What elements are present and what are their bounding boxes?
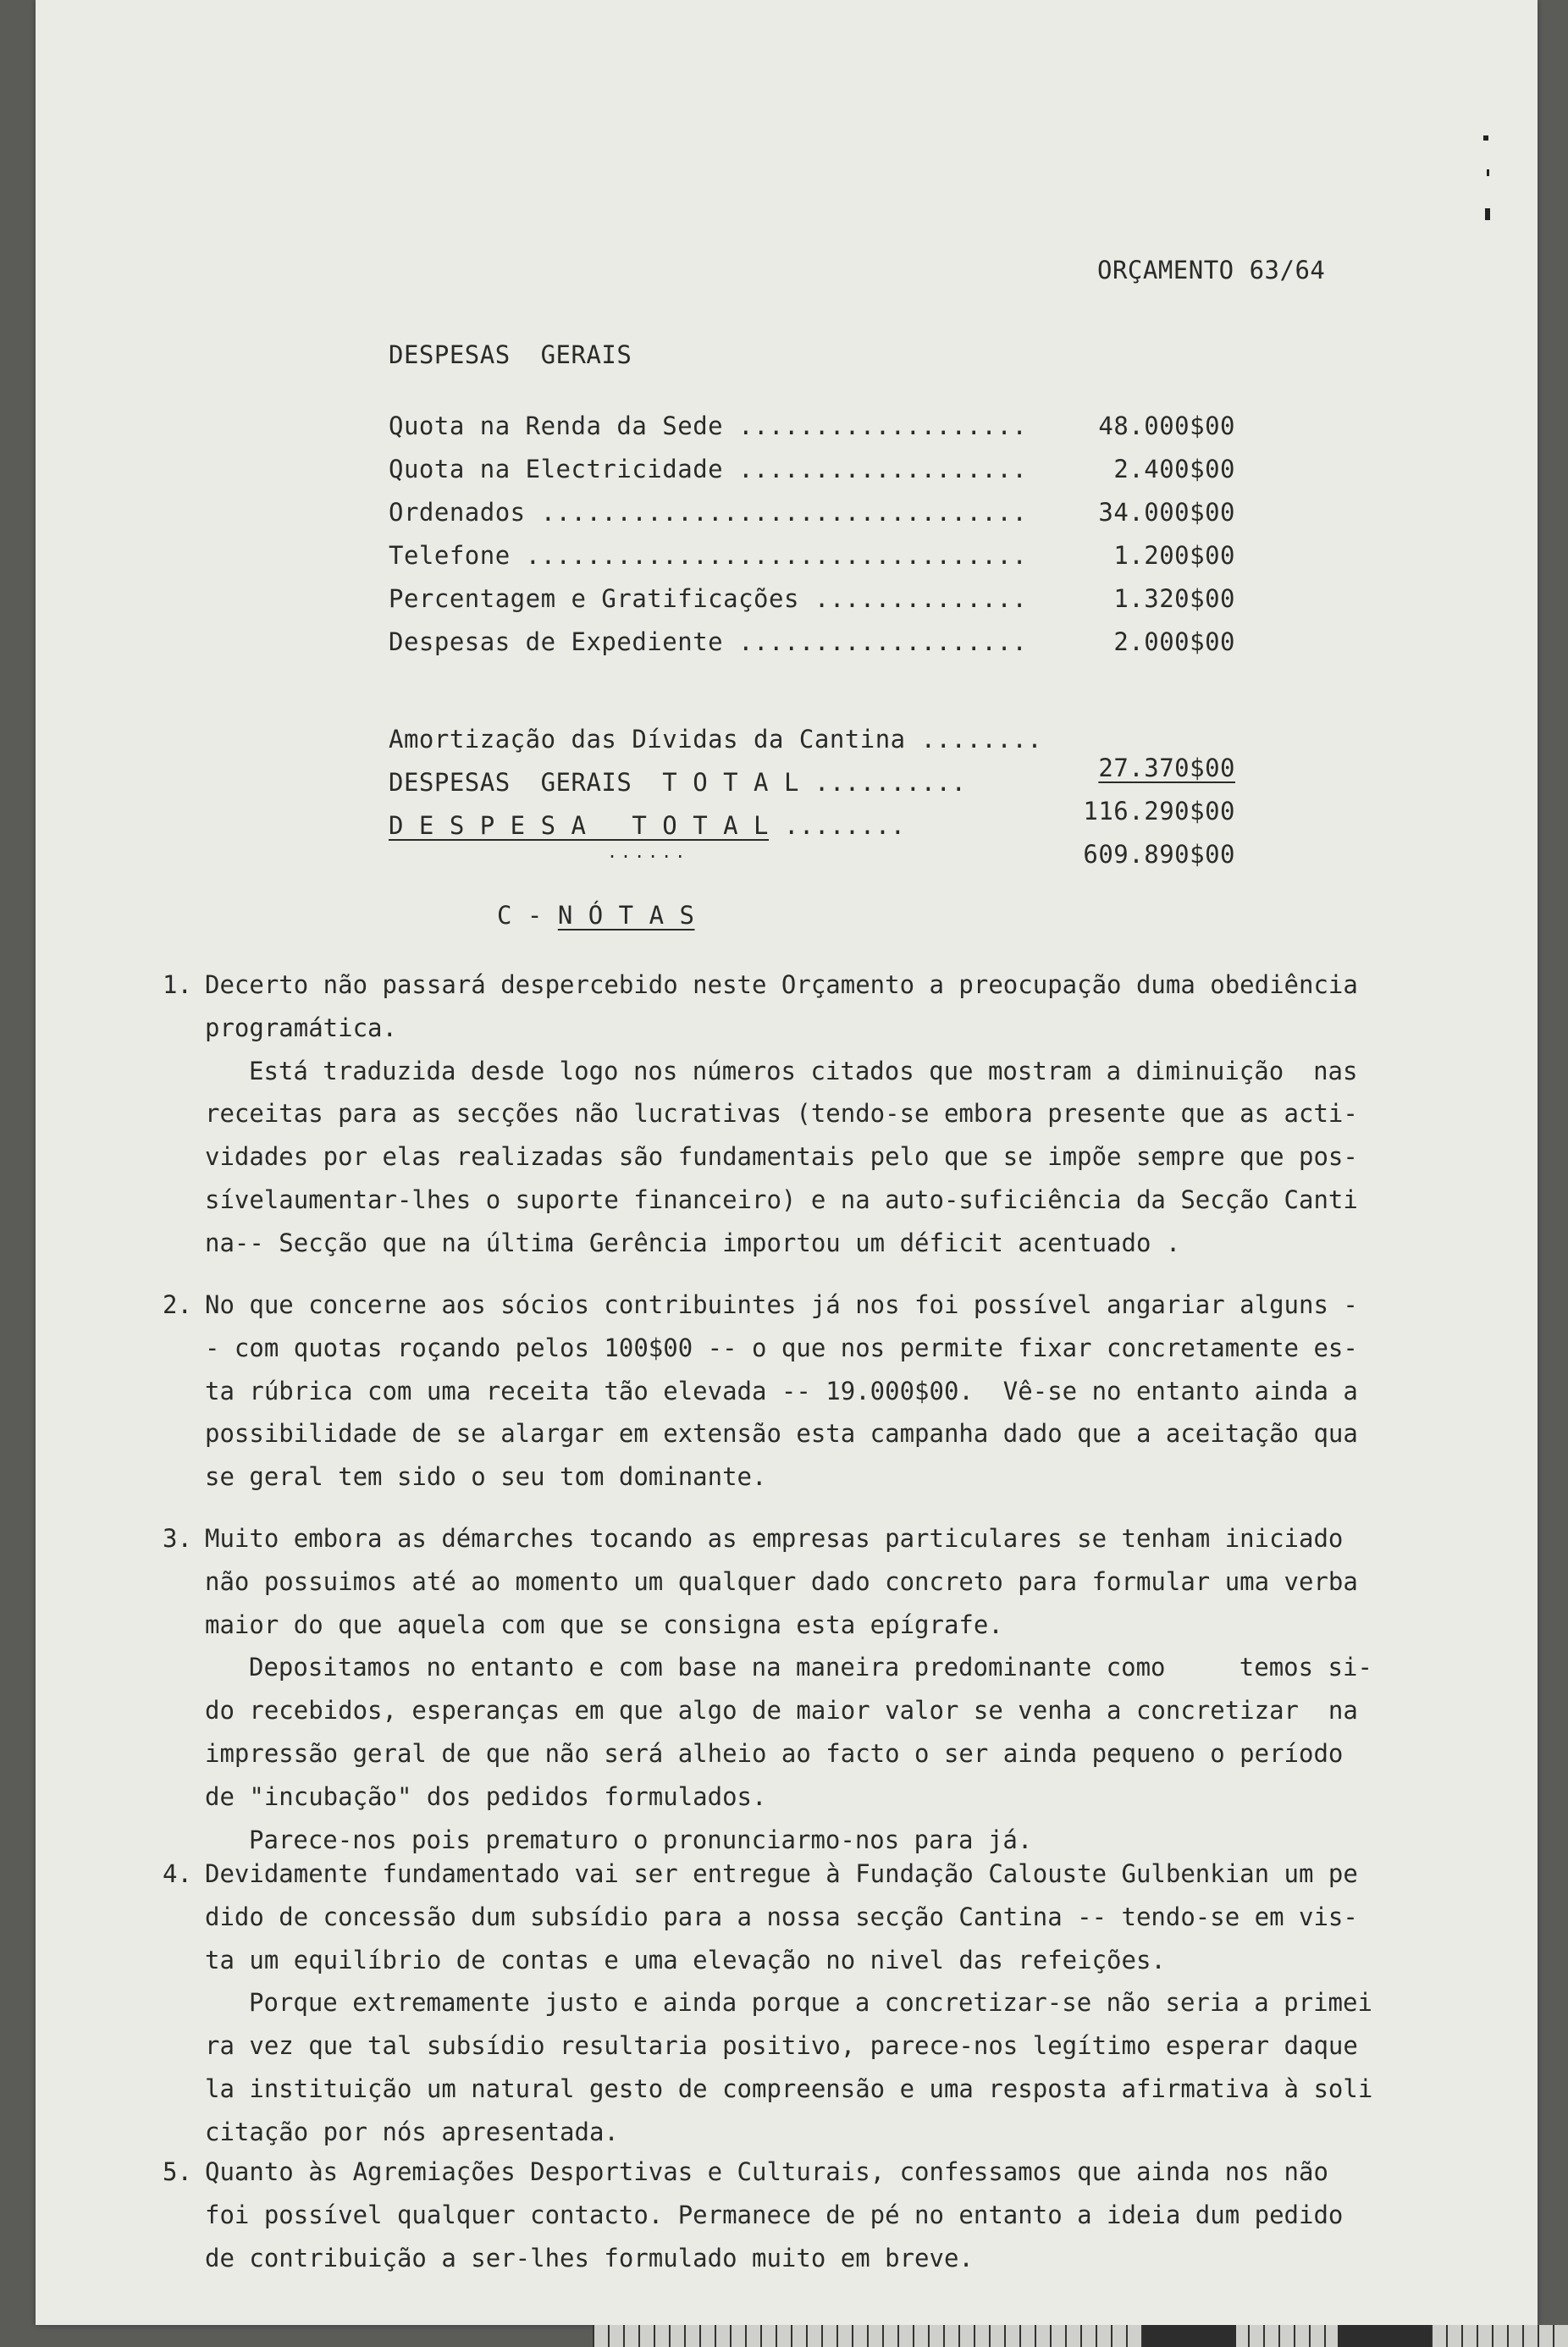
note-line: Devidamente fundamentado vai ser entregue à Fundação Calouste Gulbenkian um pe	[205, 1859, 1358, 1888]
expense-label: Quota na Renda da Sede ...................	[389, 411, 1028, 440]
note-line: ta um equilíbrio de contas e uma elevação no nivel das refeições.	[205, 1945, 1166, 1974]
general-total-amount: 116.290$00	[1083, 797, 1235, 826]
note-paragraph-line: Porque extremamente justo e ainda porque a concretizar-se não seria a primei	[249, 1988, 1372, 2018]
expense-amount: 2.000$00	[1113, 627, 1235, 656]
amortization-amount: 27.370$00	[1098, 754, 1235, 782]
grand-total-dots: ........	[769, 811, 906, 840]
note-paragraph-line: vidades por elas realizadas são fundamentais pelo que se impõe sempre que pos-	[205, 1142, 1358, 1172]
note-line: Decerto não passará despercebido neste Orçamento a preocupação duma obediência	[205, 970, 1358, 999]
note-paragraph-line: la instituição um natural gesto de compreensão e uma resposta afirmativa à soli	[205, 2074, 1373, 2103]
ruler-segment	[1143, 2325, 1236, 2347]
expense-label: Quota na Electricidade ...................	[389, 455, 1028, 483]
note-line: Quanto às Agremiações Desportivas e Culturais, confessamos que ainda nos não	[205, 2157, 1328, 2186]
note-paragraph-line: ra vez que tal subsídio resultaria positivo, parece-nos legítimo esperar daque	[205, 2031, 1358, 2061]
expense-amount: 1.200$00	[1113, 541, 1235, 570]
note-paragraph-line: na-- Secção que na última Gerência importou um déficit acentuado .	[205, 1228, 1181, 1257]
general-total-label: DESPESAS GERAIS T O T A L ..........	[389, 768, 967, 797]
note-line: programática.	[205, 1013, 397, 1042]
note-line: não possuimos até ao momento um qualquer dado concreto para formular uma verba	[205, 1566, 1358, 1596]
grand-total-label: D E S P E S A T O T A L	[389, 811, 769, 840]
note-paragraph-line: Depositamos no entanto e com base na maneira predominante como temos si-	[249, 1653, 1372, 1682]
note-paragraph-line: Parece-nos pois prematuro o pronunciarmo-nos para já.	[249, 1825, 1033, 1854]
note-item	[163, 1517, 1449, 1861]
note-line: dido de concessão dum subsídio para a nossa secção Cantina -- tendo-se em vis-	[205, 1902, 1358, 1931]
note-number: 3.	[163, 1524, 192, 1553]
note-paragraph-line: sívelaumentar-lhes o suporte financeiro) e na auto-suficiência da Secção Canti	[205, 1185, 1358, 1214]
note-paragraph-line: de "incubação" dos pedidos formulados.	[205, 1781, 767, 1811]
document-title: ORÇAMENTO 63/64	[1097, 256, 1326, 284]
expense-label: Despesas de Expediente ...................	[389, 627, 1028, 656]
note-line: Muito embora as démarches tocando as empresas particulares se tenham iniciado	[205, 1524, 1344, 1553]
expense-amount: 48.000$00	[1098, 411, 1235, 440]
note-paragraph-line: Está traduzida desde logo nos números citados que mostram a diminuição nas	[249, 1056, 1358, 1085]
margin-mark	[1483, 135, 1488, 141]
note-number: 5.	[163, 2157, 192, 2186]
section-heading: DESPESAS GERAIS	[389, 340, 632, 369]
note-paragraph-line: receitas para as secções não lucrativas (tendo-se embora presente que as acti-	[205, 1099, 1358, 1129]
note-line: ta rúbrica com uma receita tão elevada -- 19.000$00. Vê-se no entanto ainda a	[205, 1376, 1358, 1405]
expense-label: Telefone .................................	[389, 541, 1028, 570]
note-item	[163, 2151, 1449, 2279]
note-item	[163, 1853, 1449, 2154]
note-line: maior do que aquela com que se consigna esta epígrafe.	[205, 1610, 1003, 1639]
note-line: possibilidade de se alargar em extensão esta campanha dado que a aceitação qua	[205, 1419, 1358, 1449]
scale-ruler	[593, 2325, 1568, 2347]
grand-total-row	[389, 782, 1235, 897]
document-page	[36, 0, 1538, 2325]
note-line: de contribuição a ser-lhes formulado muito em breve.	[205, 2243, 974, 2272]
notes-heading-text: N Ó T A S	[557, 901, 695, 930]
note-item	[163, 964, 1449, 1265]
expense-amount: 2.400$00	[1113, 455, 1235, 483]
note-number: 1.	[163, 970, 192, 999]
expense-amount: 34.000$00	[1098, 498, 1235, 527]
note-paragraph-line: impressão geral de que não será alheio ao facto o ser ainda pequeno o período	[205, 1738, 1344, 1768]
note-line: - com quotas roçando pelos 100$00 -- o que nos permite fixar concretamente es-	[205, 1333, 1358, 1362]
note-number: 2.	[163, 1290, 192, 1319]
note-paragraph-line: do recebidos, esperanças em que algo de maior valor se venha a concretizar na	[205, 1696, 1358, 1726]
note-line: No que concerne aos sócios contribuintes já nos foi possível angariar alguns -	[205, 1290, 1358, 1319]
note-item	[163, 1284, 1449, 1499]
expense-amount: 1.320$00	[1113, 584, 1235, 613]
amortization-label: Amortização das Dívidas da Cantina ........	[389, 725, 1043, 754]
notes-heading	[497, 901, 694, 930]
grand-total-label-wrap	[389, 811, 906, 840]
grand-total-amount: 609.890$00	[1083, 840, 1235, 869]
note-line: foi possível qualquer contacto. Permanece de pé no entanto a ideia dum pedido	[205, 2200, 1344, 2229]
ruler-segment	[1338, 2325, 1431, 2347]
margin-mark	[1487, 169, 1489, 176]
expense-label: Ordenados ................................	[389, 498, 1028, 527]
notes-heading-prefix: C -	[497, 901, 558, 930]
note-number: 4.	[163, 1859, 192, 1888]
margin-mark	[1485, 208, 1490, 220]
separator-dots: ......	[607, 842, 689, 862]
note-line: se geral tem sido o seu tom dominante.	[205, 1462, 767, 1492]
note-paragraph-line: citação por nós apresentada.	[205, 2117, 619, 2146]
expense-label: Percentagem e Gratificações ..............	[389, 584, 1028, 613]
